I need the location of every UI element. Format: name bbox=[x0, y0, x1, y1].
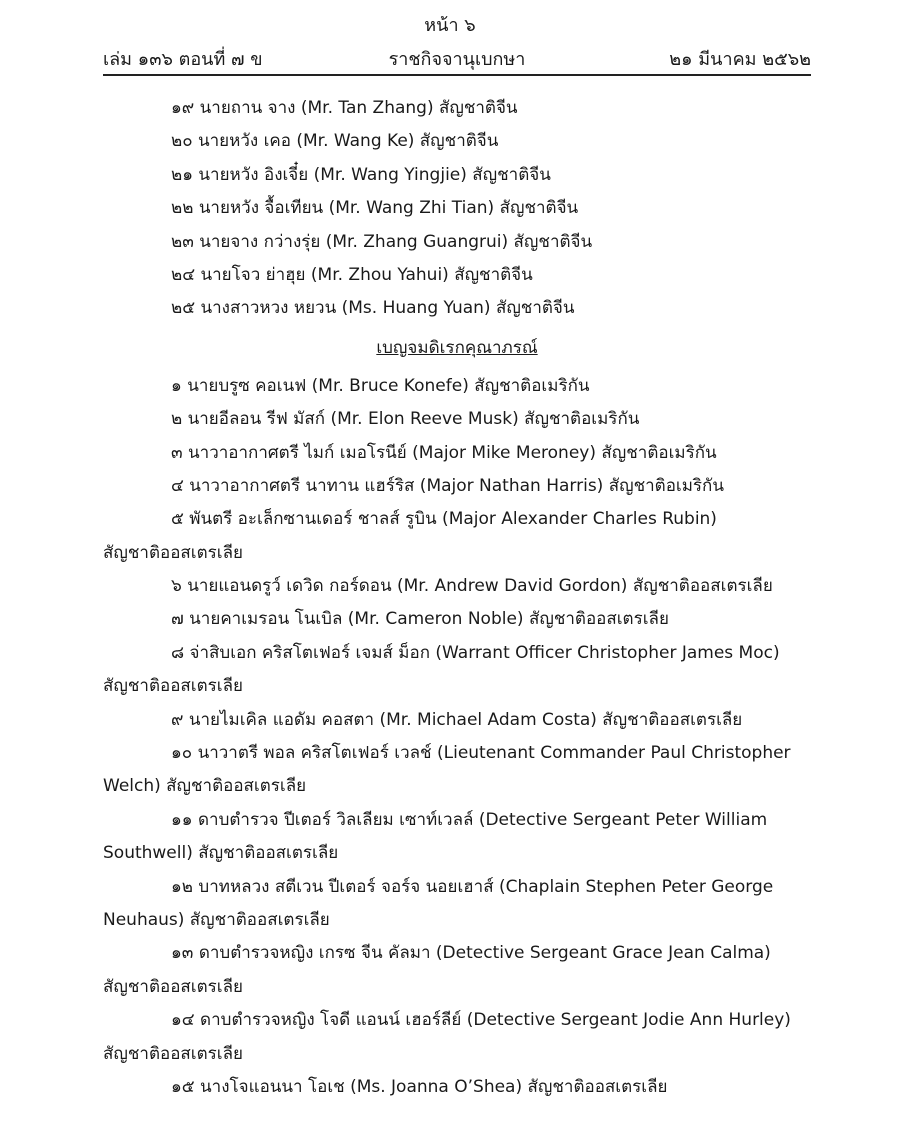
list-item: ๔ นาวาอากาศตรี นาทาน แฮร์ริส (Major Nathan Harris) สัญชาติอเมริกัน bbox=[171, 475, 724, 496]
list-item-continuation: Southwell) สัญชาติออสเตรเลีย bbox=[103, 843, 339, 864]
list-item-continuation: Neuhaus) สัญชาติออสเตรเลีย bbox=[103, 909, 330, 930]
list-item-continuation: Welch) สัญชาติออสเตรเลีย bbox=[103, 776, 307, 797]
gazette-title: ราชกิจจานุเบกษา bbox=[388, 49, 526, 70]
list-item: ๑๐ นาวาตรี พอล คริสโตเฟอร์ เวลช์ (Lieutenant Commander Paul Christopher bbox=[171, 743, 791, 764]
section-heading: เบญจมดิเรกคุณาภรณ์ bbox=[376, 337, 538, 358]
list-item: ๑๑ ดาบตำรวจ ปีเตอร์ วิลเลียม เซาท์เวลล์ (Detective Sergeant Peter William bbox=[171, 809, 768, 830]
list-item-continuation: สัญชาติออสเตรเลีย bbox=[103, 1043, 243, 1064]
list-item-continuation: สัญชาติออสเตรเลีย bbox=[103, 676, 243, 697]
list-item: ๒๑ นายหวัง อิงเจี๋ย (Mr. Wang Yingjie) สัญชาติจีน bbox=[171, 164, 551, 185]
list-item: ๑๕ นางโจแอนนา โอเช (Ms. Joanna O’Shea) สัญชาติออสเตรเลีย bbox=[171, 1076, 668, 1097]
volume-issue: เล่ม ๑๓๖ ตอนที่ ๗ ข bbox=[103, 49, 263, 70]
list-item: ๑๔ ดาบตำรวจหญิง โจดี แอนน์ เฮอร์ลีย์ (Detective Sergeant Jodie Ann Hurley) bbox=[171, 1010, 791, 1031]
list-item: ๒๓ นายจาง กว่างรุ่ย (Mr. Zhang Guangrui) สัญชาติจีน bbox=[171, 231, 593, 252]
document-header bbox=[103, 44, 811, 70]
list-item: ๒ นายอีลอน รีฟ มัสก์ (Mr. Elon Reeve Musk) สัญชาติอเมริกัน bbox=[171, 409, 640, 430]
list-item: ๘ จ่าสิบเอก คริสโตเฟอร์ เจมส์ ม็อก (Warrant Officer Christopher James Moc) bbox=[171, 642, 780, 663]
list-item: ๑๒ บาทหลวง สตีเวน ปีเตอร์ จอร์จ นอยเฮาส์ (Chaplain Stephen Peter George bbox=[171, 876, 774, 897]
list-item: ๖ นายแอนดรูว์ เดวิด กอร์ดอน (Mr. Andrew David Gordon) สัญชาติออสเตรเลีย bbox=[171, 576, 773, 597]
list-item: ๙ นายไมเคิล แอดัม คอสตา (Mr. Michael Adam Costa) สัญชาติออสเตรเลีย bbox=[171, 709, 743, 730]
list-item-continuation: สัญชาติออสเตรเลีย bbox=[103, 976, 243, 997]
list-item: ๗ นายคาเมรอน โนเบิล (Mr. Cameron Noble) สัญชาติออสเตรเลีย bbox=[171, 609, 669, 630]
list-item: ๑ นายบรูซ คอเนฟ (Mr. Bruce Konefe) สัญชาติอเมริกัน bbox=[171, 375, 590, 396]
list-item: ๒๒ นายหวัง จื้อเทียน (Mr. Wang Zhi Tian) สัญชาติจีน bbox=[171, 198, 579, 219]
awardee-list bbox=[103, 92, 811, 1104]
header-rule bbox=[103, 74, 811, 76]
page-number: หน้า ๖ bbox=[424, 15, 476, 36]
list-item: ๕ พันตรี อะเล็กซานเดอร์ ชาลส์ รูบิน (Major Alexander Charles Rubin) bbox=[171, 509, 717, 530]
list-item: ๑๙ นายถาน จาง (Mr. Tan Zhang) สัญชาติจีน bbox=[171, 98, 518, 118]
list-item: ๑๓ ดาบตำรวจหญิง เกรซ จีน คัลมา (Detective Sergeant Grace Jean Calma) bbox=[171, 943, 771, 964]
list-item: ๒๐ นายหวัง เคอ (Mr. Wang Ke) สัญชาติจีน bbox=[171, 131, 499, 152]
list-item: ๒๔ นายโจว ย่าฮุย (Mr. Zhou Yahui) สัญชาติจีน bbox=[171, 264, 533, 285]
list-item: ๓ นาวาอากาศตรี ไมก์ เมอโรนีย์ (Major Mike Meroney) สัญชาติอเมริกัน bbox=[171, 442, 717, 463]
list-item: ๒๕ นางสาวหวง หยวน (Ms. Huang Yuan) สัญชาติจีน bbox=[171, 298, 575, 319]
publication-date: ๒๑ มีนาคม ๒๕๖๒ bbox=[669, 49, 811, 70]
list-item-continuation: สัญชาติออสเตรเลีย bbox=[103, 542, 243, 563]
